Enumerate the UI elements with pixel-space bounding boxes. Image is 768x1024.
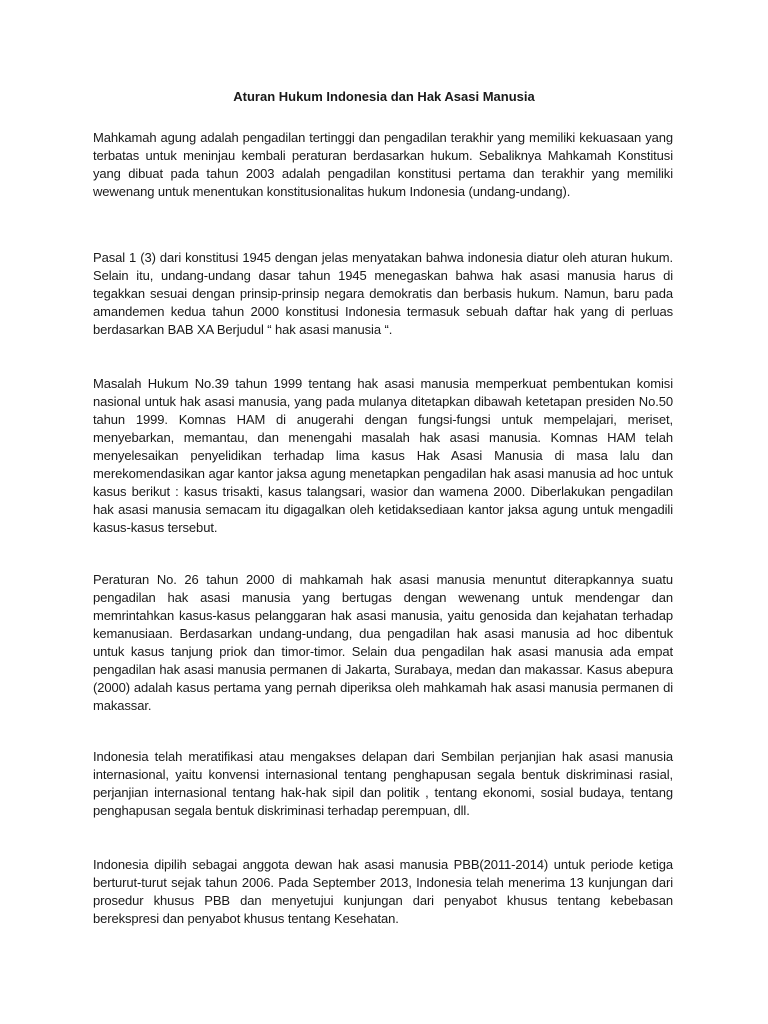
paragraph-ratifikasi: Indonesia telah meratifikasi atau mengakses delapan dari Sembilan perjanjian hak asasi manusia internasional, yaitu konvensi internasional tentang penghapusan segala bentuk diskriminasi rasial, perjanjian internasional tentang hak-hak sipil dan politik , tentang ekonomi, sosial budaya, tentang penghapusan segala bentuk diskriminasi terhadap perempuan, dll. [93,749,673,818]
paragraph-komnas-ham: Masalah Hukum No.39 tahun 1999 tentang hak asasi manusia memperkuat pembentukan komisi nasional untuk hak asasi manusia, yang pada mulanya ditetapkan dibawah ketetapan presiden No.50 tahun 1999. Komnas HAM di anugerahi dengan fungsi-fungsi untuk mempelajari, meriset, menyebarkan, memantau, dan menengahi masalah hak asasi manusia. Komnas HAM telah menyelesaikan penyelidikan terhadap lima kasus Hak Asasi Manusia di masa lalu dan merekomendasikan agar kantor jaksa agung menetapkan pengadilan hak asasi manusia ad hoc untuk kasus berikut : kasus trisakti, kasus talangsari, wasior dan wamena 2000. Diberlakukan pengadilan hak asasi manusia semacam itu digagalkan oleh ketidaksediaan kantor jaksa agung untuk mengadili kasus-kasus tersebut. [93,376,673,535]
paragraph-dewan-ham: Indonesia dipilih sebagai anggota dewan hak asasi manusia PBB(2011-2014) untuk periode ketiga berturut-turut sejak tahun 2006. Pada September 2013, Indonesia telah menerima 13 kunjungan dari prosedur khusus PBB dan menyetujui kunjungan dari penyabot khusus tentang kebebasan berekspresi dan penyabot khusus tentang Kesehatan. [93,857,673,926]
paragraph-pasal: Pasal 1 (3) dari konstitusi 1945 dengan jelas menyatakan bahwa indonesia diatur oleh aturan hukum. Selain itu, undang-undang dasar tahun 1945 menegaskan bahwa hak asasi manusia harus di tegakkan sesuai dengan prinsip-prinsip negara demokratis dan berbasis hukum. Namun, baru pada amandemen kedua tahun 2000 konstitusi Indonesia termasuk sebuah daftar hak yang di perluas berdasarkan BAB XA Berjudul “ hak asasi manusia “. [93,250,673,337]
document-title: Aturan Hukum Indonesia dan Hak Asasi Manusia [233,89,535,104]
paragraph-peraturan: Peraturan No. 26 tahun 2000 di mahkamah hak asasi manusia menuntut diterapkannya suatu pengadilan hak asasi manusia yang bertugas dengan wewenang untuk mendengar dan memrintahkan kasus-kasus pelanggaran hak asasi manusia, yaitu genosida dan kejahatan terhadap kemanusiaan. Berdasarkan undang-undang, dua pengadilan hak asasi manusia ad hoc dibentuk untuk kasus tanjung priok dan timor-timor. Selain dua pengadilan hak asasi manusia ada empat pengadilan hak asasi manusia permanen di Jakarta, Surabaya, medan dan makassar. Kasus abepura (2000) adalah kasus pertama yang pernah diperiksa oleh mahkamah hak asasi manusia permanen di makassar. [93,572,673,713]
paragraph-mahkamah: Mahkamah agung adalah pengadilan tertinggi dan pengadilan terakhir yang memiliki kekuasaan yang terbatas untuk meninjau kembali peraturan berdasarkan hukum. Sebaliknya Mahkamah Konstitusi yang dibuat pada tahun 2003 adalah pengadilan konstitusi pertama dan terakhir yang memiliki wewenang untuk menentukan konstitusionalitas hukum Indonesia (undang-undang). [93,130,673,199]
